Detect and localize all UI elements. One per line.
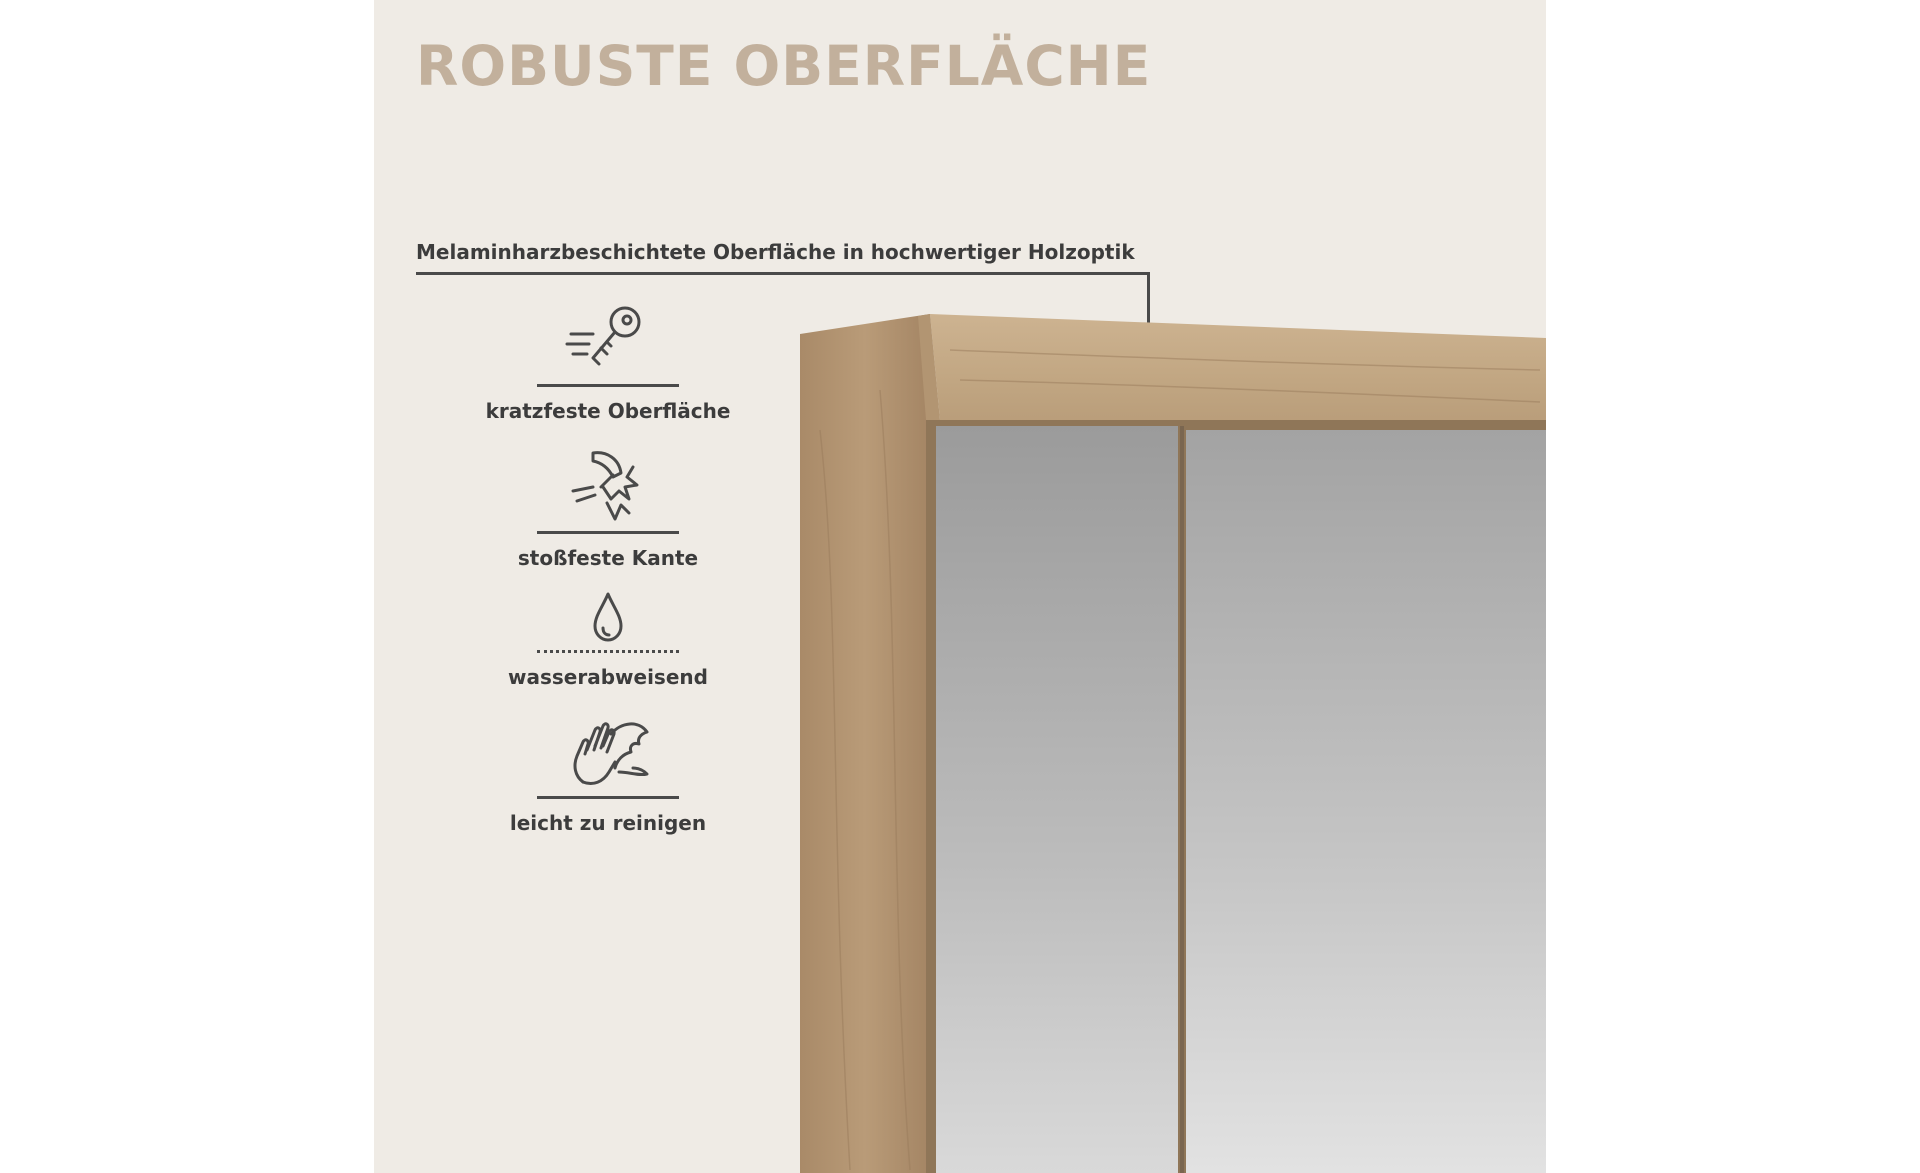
feature-divider — [537, 796, 679, 799]
feature-label: wasserabweisend — [508, 665, 708, 689]
feature-label: leicht zu reinigen — [509, 811, 707, 835]
feature-divider — [537, 650, 679, 653]
feature-label: kratzfeste Oberfläche — [485, 399, 731, 423]
page-title: ROBUSTE OBERFLÄCHE — [416, 34, 1152, 98]
product-image-panel — [374, 0, 1546, 1173]
callout-leader-line — [416, 272, 1149, 275]
surface-callout-text: Melaminharzbeschichtete Oberfläche in hochwertiger Holzoptik — [416, 240, 1135, 264]
feature-scratch-resistant — [458, 300, 758, 423]
feature-divider — [537, 531, 679, 534]
water-drop-icon — [563, 590, 653, 646]
feature-easy-clean — [458, 712, 758, 835]
feature-label: stoßfeste Kante — [517, 546, 699, 570]
key-scratch-icon — [563, 300, 653, 380]
feature-divider — [537, 384, 679, 387]
hand-cloth-icon — [563, 712, 653, 792]
mirror-cabinet-image — [800, 310, 1546, 1173]
hammer-impact-icon — [563, 447, 653, 527]
feature-impact-resistant — [458, 447, 758, 570]
feature-water-repellent — [458, 590, 758, 689]
